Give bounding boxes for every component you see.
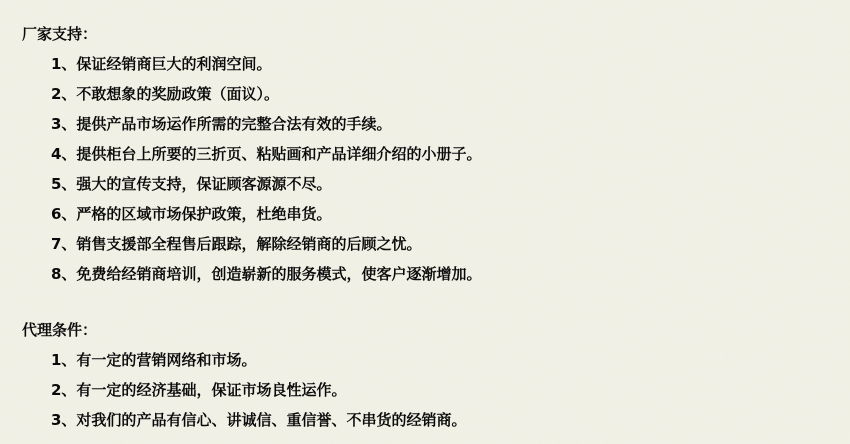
list-item: 1、保证经销商巨大的利润空间。 bbox=[51, 55, 272, 73]
list-item: 6、严格的区域市场保护政策，杜绝串货。 bbox=[51, 205, 332, 223]
list-item: 7、销售支援部全程售后跟踪，解除经销商的后顾之忧。 bbox=[51, 235, 422, 253]
list-item: 2、有一定的经济基础，保证市场良性运作。 bbox=[51, 381, 347, 399]
list-item: 5、强大的宣传支持，保证顾客源源不尽。 bbox=[51, 175, 332, 193]
section-heading-factory-support: 厂家支持： bbox=[22, 25, 98, 43]
list-item: 8、免费给经销商培训，创造崭新的服务模式，使客户逐渐增加。 bbox=[51, 265, 482, 283]
section-heading-agency-conditions: 代理条件： bbox=[22, 321, 98, 339]
list-item: 4、提供柜台上所要的三折页、粘贴画和产品详细介绍的小册子。 bbox=[51, 145, 482, 163]
list-item: 3、提供产品市场运作所需的完整合法有效的手续。 bbox=[51, 115, 392, 133]
list-item: 3、对我们的产品有信心、讲诚信、重信誉、不串货的经销商。 bbox=[51, 411, 467, 429]
list-item: 1、有一定的营销网络和市场。 bbox=[51, 351, 257, 369]
list-item: 2、不敢想象的奖励政策（面议）。 bbox=[51, 85, 279, 103]
